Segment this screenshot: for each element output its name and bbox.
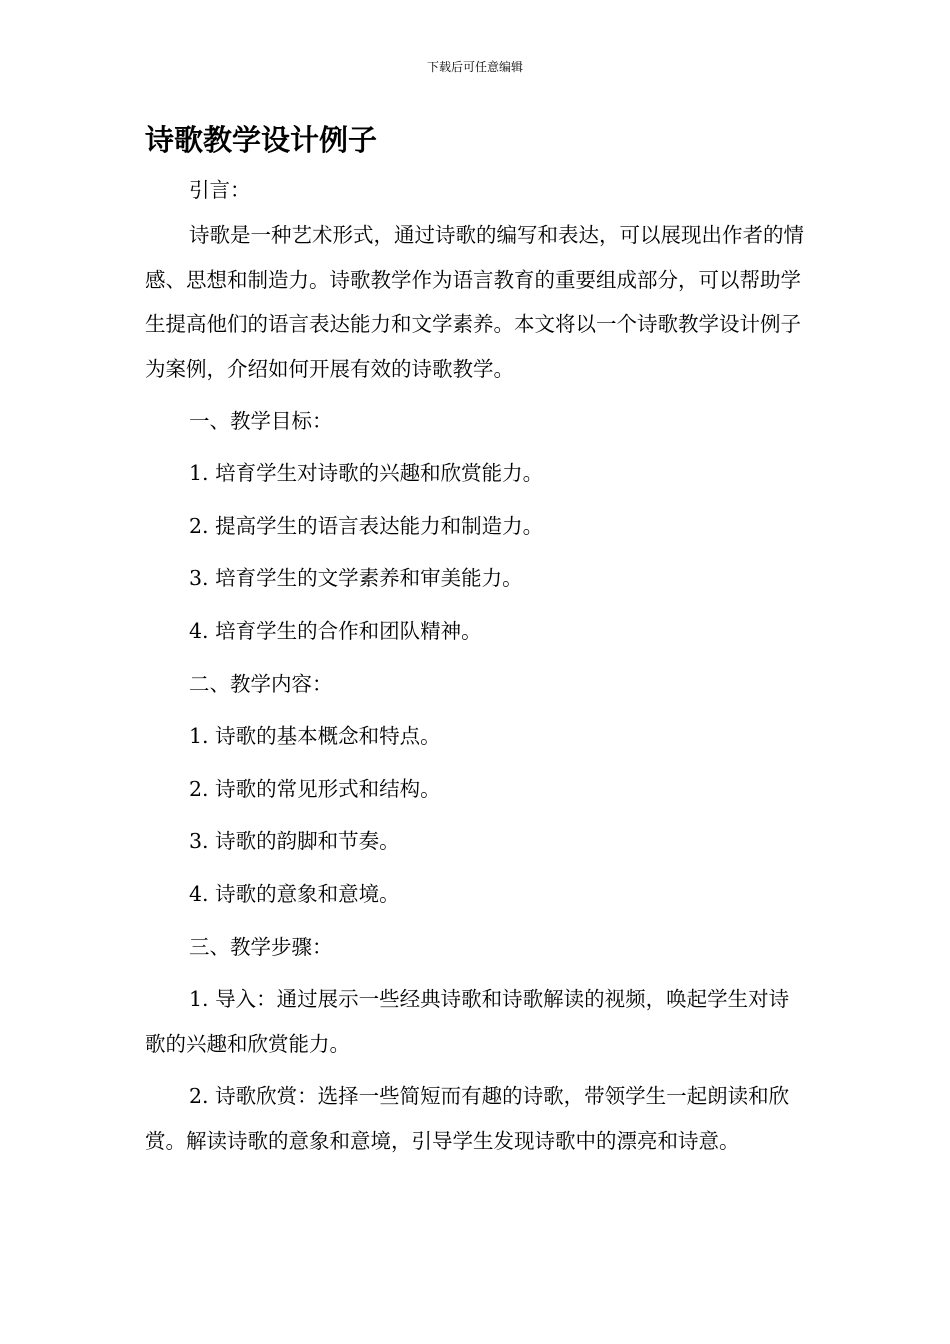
section2-heading: 二、教学内容： bbox=[189, 672, 333, 696]
document-title: 诗歌教学设计例子 bbox=[145, 123, 378, 157]
section3-item: 2. 诗歌欣赏：选择一些简短而有趣的诗歌，带领学生一起朗读和欣赏。解读诗歌的意象和意境，引导学生发现诗歌中的漂亮和诗意。 bbox=[145, 1084, 790, 1153]
section2-item: 2. 诗歌的常见形式和结构。 bbox=[189, 777, 441, 801]
section3-heading: 三、教学步骤： bbox=[189, 935, 333, 959]
section2-item: 1. 诗歌的基本概念和特点。 bbox=[189, 724, 441, 748]
section1-heading: 一、教学目标： bbox=[189, 409, 333, 433]
section1-item: 1. 培育学生对诗歌的兴趣和欣赏能力。 bbox=[189, 461, 544, 485]
section2-item: 4. 诗歌的意象和意境。 bbox=[189, 882, 400, 906]
section2-item: 3. 诗歌的韵脚和节奏。 bbox=[189, 829, 400, 853]
intro-heading: 引言： bbox=[189, 178, 251, 202]
header-note: 下载后可任意编辑 bbox=[426, 60, 523, 74]
intro-paragraph: 诗歌是一种艺术形式，通过诗歌的编写和表达，可以展现出作者的情感、思想和制造力。诗歌教学作为语言教育的重要组成部分，可以帮助学生提高他们的语言表达能力和文学素养。本文将以一个诗歌教学设计例子为案例，介绍如何开展有效的诗歌教学。 bbox=[145, 223, 804, 381]
section1-item: 3. 培育学生的文学素养和审美能力。 bbox=[189, 566, 523, 590]
section3-item: 1. 导入：通过展示一些经典诗歌和诗歌解读的视频，唤起学生对诗歌的兴趣和欣赏能力。 bbox=[145, 987, 790, 1056]
section1-item: 4. 培育学生的合作和团队精神。 bbox=[189, 619, 482, 643]
section1-item: 2. 提高学生的语言表达能力和制造力。 bbox=[189, 514, 544, 538]
